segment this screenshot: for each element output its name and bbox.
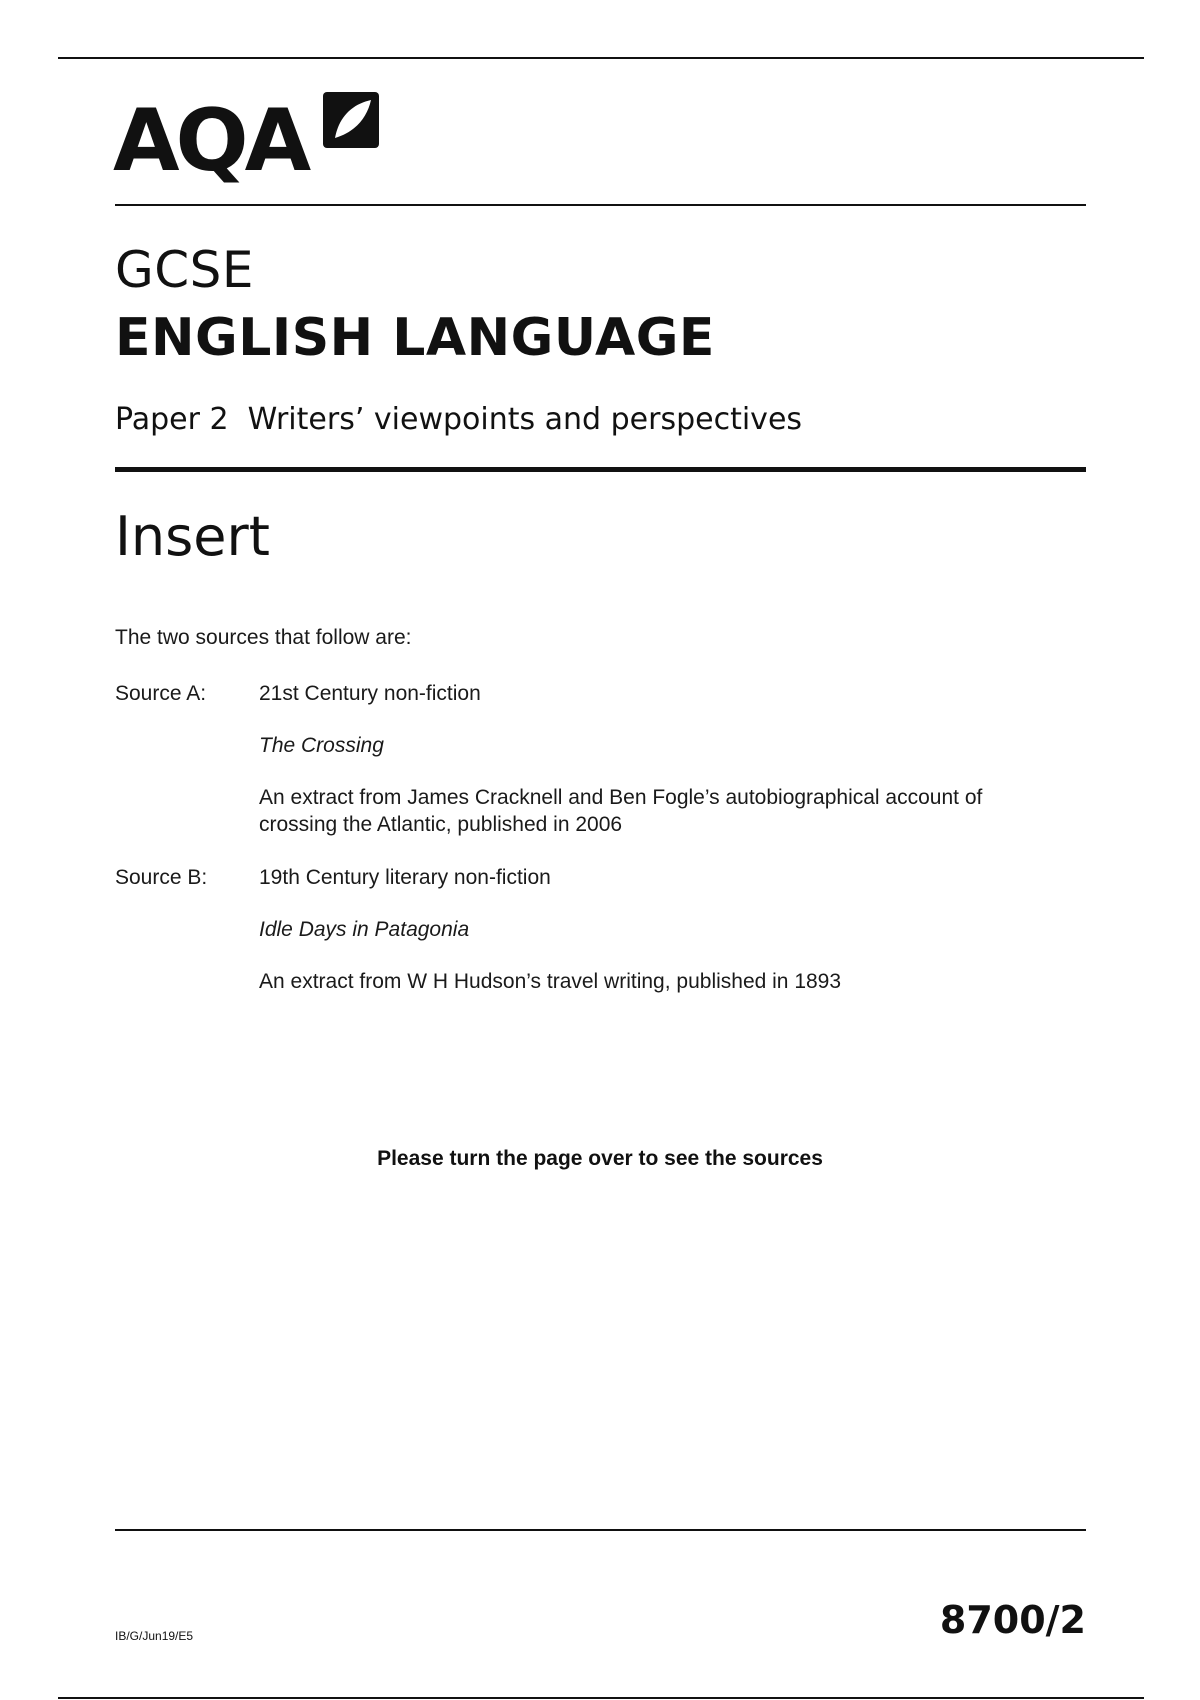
source-a-category: 21st Century non-fiction [259, 682, 481, 705]
document-type-heading: Insert [115, 505, 270, 568]
source-b-label: Source B: [115, 866, 208, 889]
bottom-border-line [58, 1697, 1144, 1699]
source-a-description: An extract from James Cracknell and Ben Fogle’s autobiographical account of crossing the Atlantic, published in 2006 [259, 786, 983, 836]
document-reference: IB/G/Jun19/E5 [115, 1629, 194, 1643]
source-a-label: Source A: [115, 682, 207, 705]
footer-divider [115, 1529, 1086, 1531]
top-border-line [58, 57, 1144, 59]
source-a-title: The Crossing [259, 734, 384, 757]
source-b-title: Idle Days in Patagonia [259, 918, 470, 941]
qualification-level: GCSE [115, 241, 254, 299]
source-b-description: An extract from W H Hudson’s travel writing, published in 1893 [259, 970, 842, 993]
sources-intro: The two sources that follow are: [115, 626, 412, 649]
title-divider-thick [115, 467, 1086, 472]
header-divider [115, 204, 1086, 206]
paper-code: 8700/2 [939, 1598, 1086, 1642]
turn-over-instruction: Please turn the page over to see the sources [377, 1147, 823, 1170]
subject-title: ENGLISH LANGUAGE [115, 308, 715, 368]
paper-title: Paper 2 Writers’ viewpoints and perspectives [115, 402, 803, 437]
aqa-logo [113, 88, 383, 188]
aqa-logo-wordmark: AQA [113, 91, 308, 188]
source-b-category: 19th Century literary non-fiction [259, 866, 551, 889]
